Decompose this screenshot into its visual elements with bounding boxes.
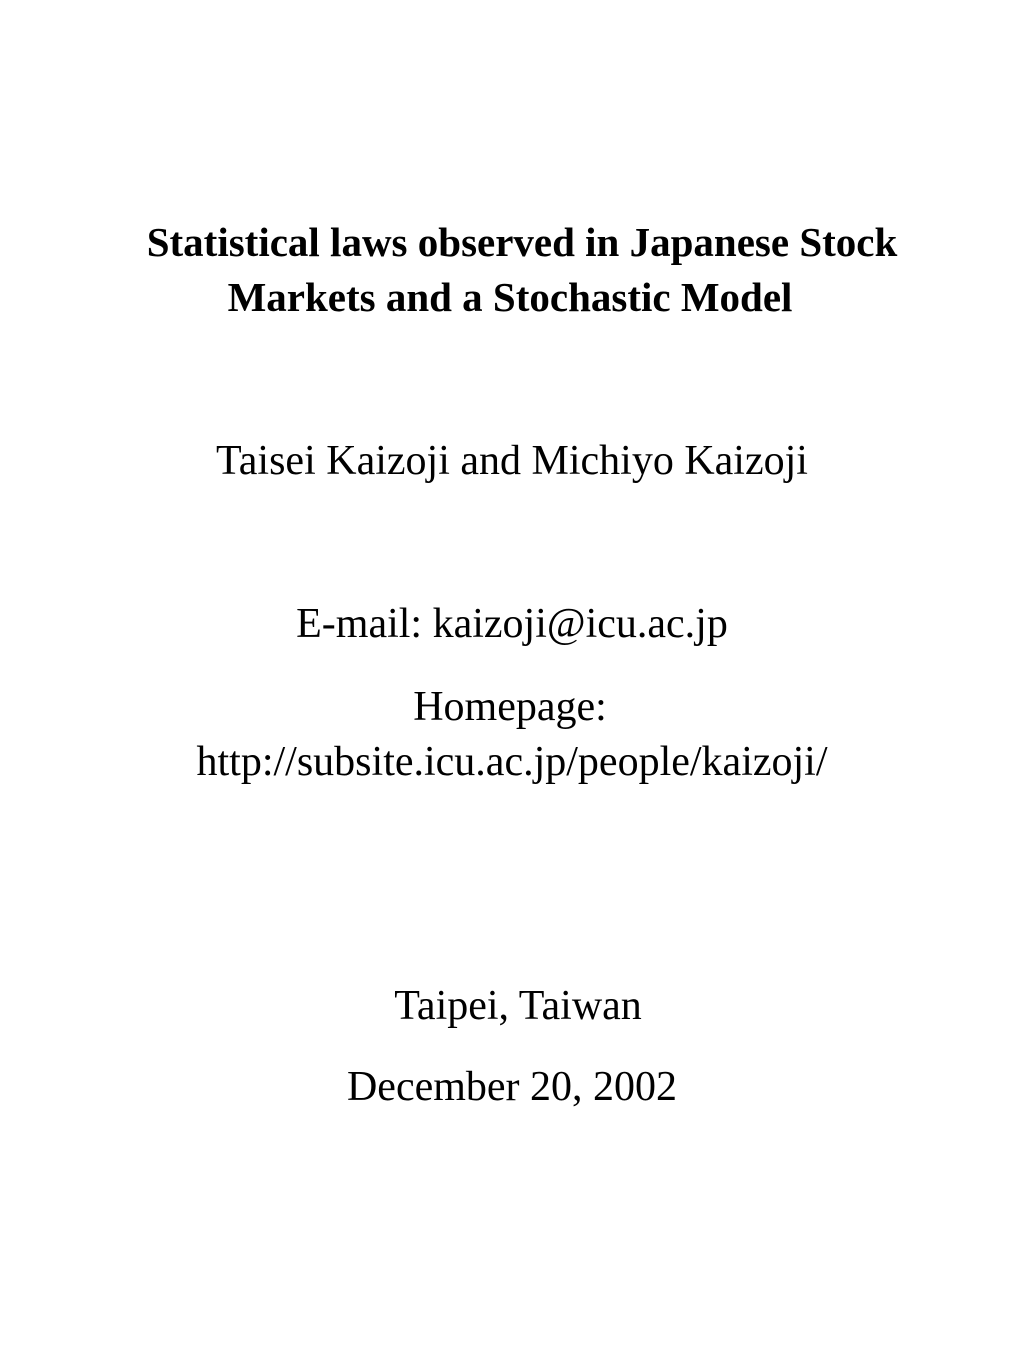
location: Taipei, Taiwan bbox=[394, 983, 642, 1029]
homepage-url: http://subsite.icu.ac.jp/people/kaizoji/ bbox=[196, 739, 828, 785]
paper-title-line-1: Statistical laws observed in Japanese Stock bbox=[146, 219, 898, 265]
authors: Taisei Kaizoji and Michiyo Kaizoji bbox=[216, 438, 808, 484]
date: December 20, 2002 bbox=[346, 1064, 678, 1110]
homepage-label: Homepage: bbox=[413, 684, 607, 730]
paper-title-line-2: Markets and a Stochastic Model bbox=[227, 274, 793, 320]
email-address: E-mail: kaizoji@icu.ac.jp bbox=[296, 601, 728, 647]
